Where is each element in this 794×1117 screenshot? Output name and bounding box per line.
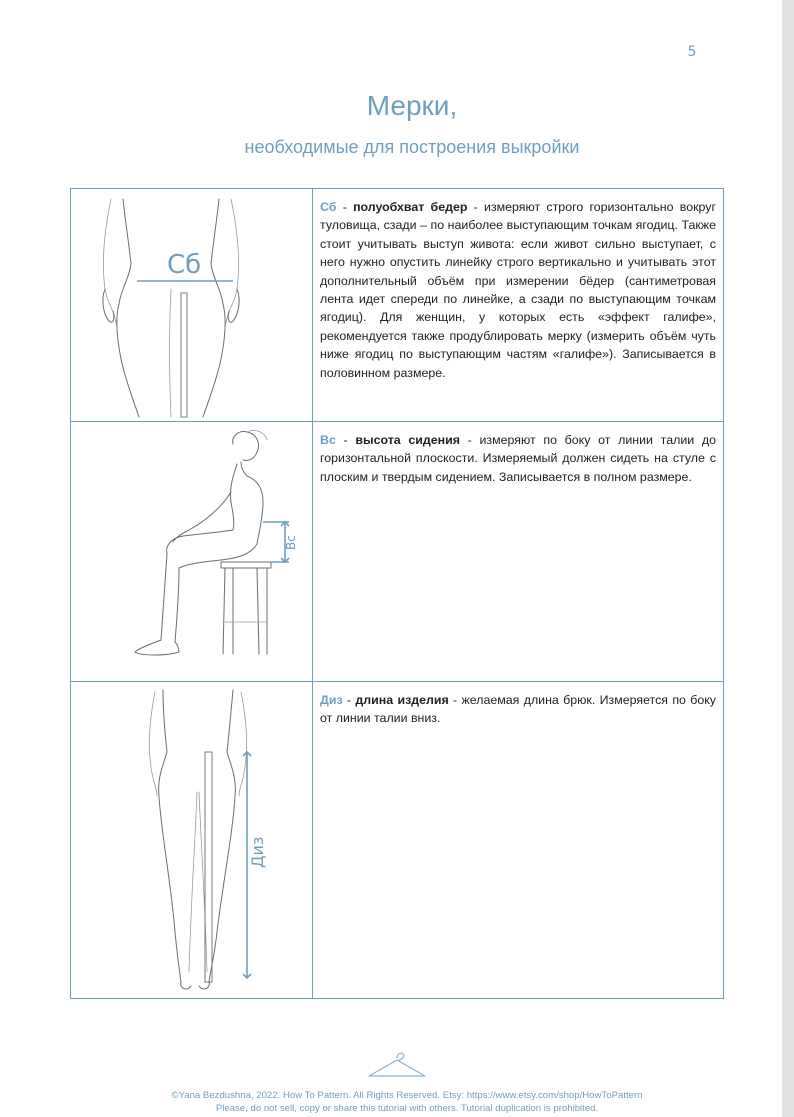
seat-height-text: - измеряют по боку от линии талии до горизонтальной плоскости. Измеряемый должен сидеть на стуле с плоским и твердым сидением. Записывается в полном размере. — [320, 433, 716, 484]
hips-term: полуобхват бедер — [353, 200, 468, 214]
hips-code: Сб — [320, 200, 337, 214]
product-length-code: Диз — [320, 693, 343, 707]
measurement-row-hips — [71, 189, 723, 421]
seat-height-description — [314, 422, 723, 681]
seat-height-figure-illustration — [71, 422, 311, 680]
hips-figure-label: Сб — [167, 250, 202, 280]
seat-height-figure-label: Вс — [284, 535, 298, 550]
product-length-figure-label: Диз — [248, 836, 267, 868]
product-length-figure-illustration — [71, 682, 311, 997]
hips-description — [314, 189, 723, 421]
measurements-table — [70, 188, 724, 999]
hips-figure-illustration — [71, 189, 311, 419]
product-length-figure — [71, 682, 313, 998]
product-length-description — [314, 682, 723, 998]
product-length-term: длина изделия — [355, 693, 449, 707]
hanger-icon — [367, 1046, 427, 1082]
product-length-text: - желаемая длина брюк. Измеряется по боку от линии талии вниз. — [320, 693, 716, 726]
hips-text: - измеряют строго горизонтально вокруг туловища, сзади – по наиболее выступающим точкам ягодиц. Также стоит учитывать выступ живота: если живот сильно выступает, с него нужно опустить линейку строго вертикально и учитывать этот дополнительный объём при измерении бёдер (сантиметровая лента идет спереди по линейке, а сзади по выступающим точкам ягодиц). Для женщин, у которых есть «эффект галифе», рекомендуется также продублировать мерку (измерить объём чуть ниже ягодиц по выступающим частям «галифе»). Записывается в половинном размере. — [320, 200, 716, 380]
seat-height-term: высота сидения — [355, 433, 460, 447]
footer — [60, 1089, 754, 1115]
seat-height-separator: - — [335, 433, 356, 447]
footer-copyright: ©Yana Bezdushna, 2022. How To Pattern. All Rights Reserved. Etsy: https://www.etsy.com/shop/HowToPattern — [171, 1090, 643, 1101]
page-edge-strip — [782, 0, 794, 1117]
measurement-row-product-length — [71, 681, 723, 998]
page-subtitle: необходимые для построения выкройки — [244, 137, 580, 157]
seat-height-figure — [71, 422, 313, 681]
page-title: Мерки, — [366, 90, 458, 121]
page-number: 5 — [687, 44, 697, 60]
measurement-row-seat-height — [71, 421, 723, 681]
footer-notice: Please, do not sell, copy or share this tutorial with others. Tutorial duplication is prohibited. — [215, 1103, 599, 1114]
seat-height-code: Вс — [320, 433, 336, 447]
hips-figure — [71, 189, 313, 421]
product-length-separator: - — [342, 693, 356, 707]
hips-separator: - — [336, 200, 354, 214]
